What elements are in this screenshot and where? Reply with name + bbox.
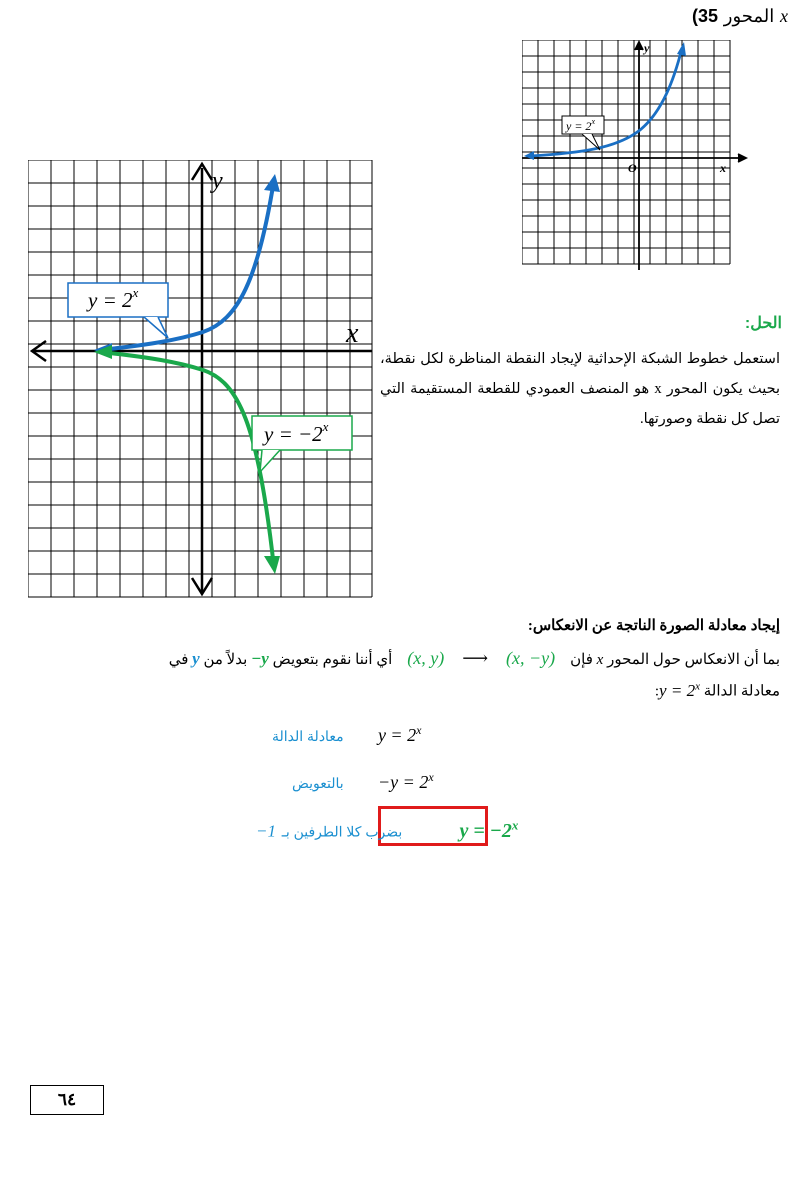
green-curve-label: $y = -2^x$ bbox=[264, 419, 329, 446]
green-curve-arrow-right bbox=[264, 556, 280, 574]
small-graph-curve bbox=[530, 48, 682, 156]
reflection-text-d: بدلاً من bbox=[203, 652, 248, 668]
step-function-equation bbox=[272, 723, 421, 746]
green-label-pointer bbox=[260, 450, 280, 472]
function-equation bbox=[659, 681, 700, 700]
reflection-text-a: بما أن الانعكاس حول المحور bbox=[607, 652, 780, 668]
step-3-neg-one: −1 bbox=[256, 821, 276, 841]
reflection-text-b: فإن bbox=[570, 652, 593, 668]
step-1-label: معادلة الدالة bbox=[272, 728, 344, 744]
problem-text: المحور bbox=[723, 6, 775, 27]
big-y-axis-label: y bbox=[212, 168, 223, 194]
small-graph-grid bbox=[522, 40, 730, 264]
blue-curve-label: $y = 2^x$ bbox=[88, 285, 139, 312]
reflection-line-2 bbox=[655, 680, 780, 701]
function-equation-colon: : bbox=[654, 683, 660, 700]
small-graph-label: $y = 2^x$ bbox=[566, 117, 595, 133]
step-3-label: بضرب كلا الطرفين بـ bbox=[281, 823, 403, 840]
problem-number: 35) bbox=[691, 6, 719, 26]
reflection-line-1 bbox=[169, 648, 780, 669]
page-number: ٦٤ bbox=[30, 1085, 104, 1115]
small-y-axis-label: y bbox=[644, 41, 650, 55]
big-x-axis-label: x bbox=[346, 318, 359, 349]
step-1-equation: $y = 2^x$ bbox=[377, 723, 422, 745]
blue-label-pointer bbox=[144, 317, 168, 338]
big-graph-green-curve bbox=[100, 352, 274, 568]
pair-from: (x, y) bbox=[407, 648, 445, 668]
problem-header bbox=[692, 6, 788, 27]
step-multiply bbox=[256, 817, 518, 843]
reflection-text-c: أي أننا نقوم بتعويض bbox=[272, 652, 393, 668]
step-2-equation: $-y = 2^x$ bbox=[378, 770, 434, 792]
substitute-neg-y: −y bbox=[251, 649, 269, 668]
solution-text: استعمل خطوط الشبكة الإحداثية لإيجاد النقطة المناظرة لكل نقطة، بحيث يكون المحور x هو المنصف العمودي للقطعة المستقيمة التي تصل كل نقطة وصورتها. bbox=[380, 351, 780, 427]
step-3-equation: $y = -2^x$ bbox=[459, 817, 519, 842]
small-graph bbox=[522, 40, 752, 272]
solution-heading: الحل: bbox=[744, 315, 782, 332]
mapping-arrow: ⟶ bbox=[462, 648, 489, 668]
small-origin-label: O bbox=[628, 161, 637, 175]
reflection-text-e: في bbox=[168, 652, 189, 668]
reflection-text-f: معادلة الدالة bbox=[703, 683, 780, 700]
step-2-label: بالتعويض bbox=[292, 775, 344, 791]
substitute-y: y bbox=[192, 649, 200, 668]
mapping bbox=[407, 648, 555, 668]
step-substitution bbox=[292, 770, 434, 793]
small-x-axis-label: x bbox=[720, 161, 726, 175]
function-equation-exponent: x bbox=[695, 680, 700, 692]
section-title: إيجاد معادلة الصورة الناتجة عن الانعكاس: bbox=[527, 618, 780, 634]
pair-to: (x, −y) bbox=[506, 648, 556, 668]
big-graph bbox=[28, 160, 378, 600]
problem-axis: x bbox=[780, 6, 788, 26]
reflection-axis: x bbox=[596, 652, 604, 668]
big-graph-grid bbox=[28, 160, 372, 597]
function-equation-base: y = 2 bbox=[659, 680, 696, 700]
